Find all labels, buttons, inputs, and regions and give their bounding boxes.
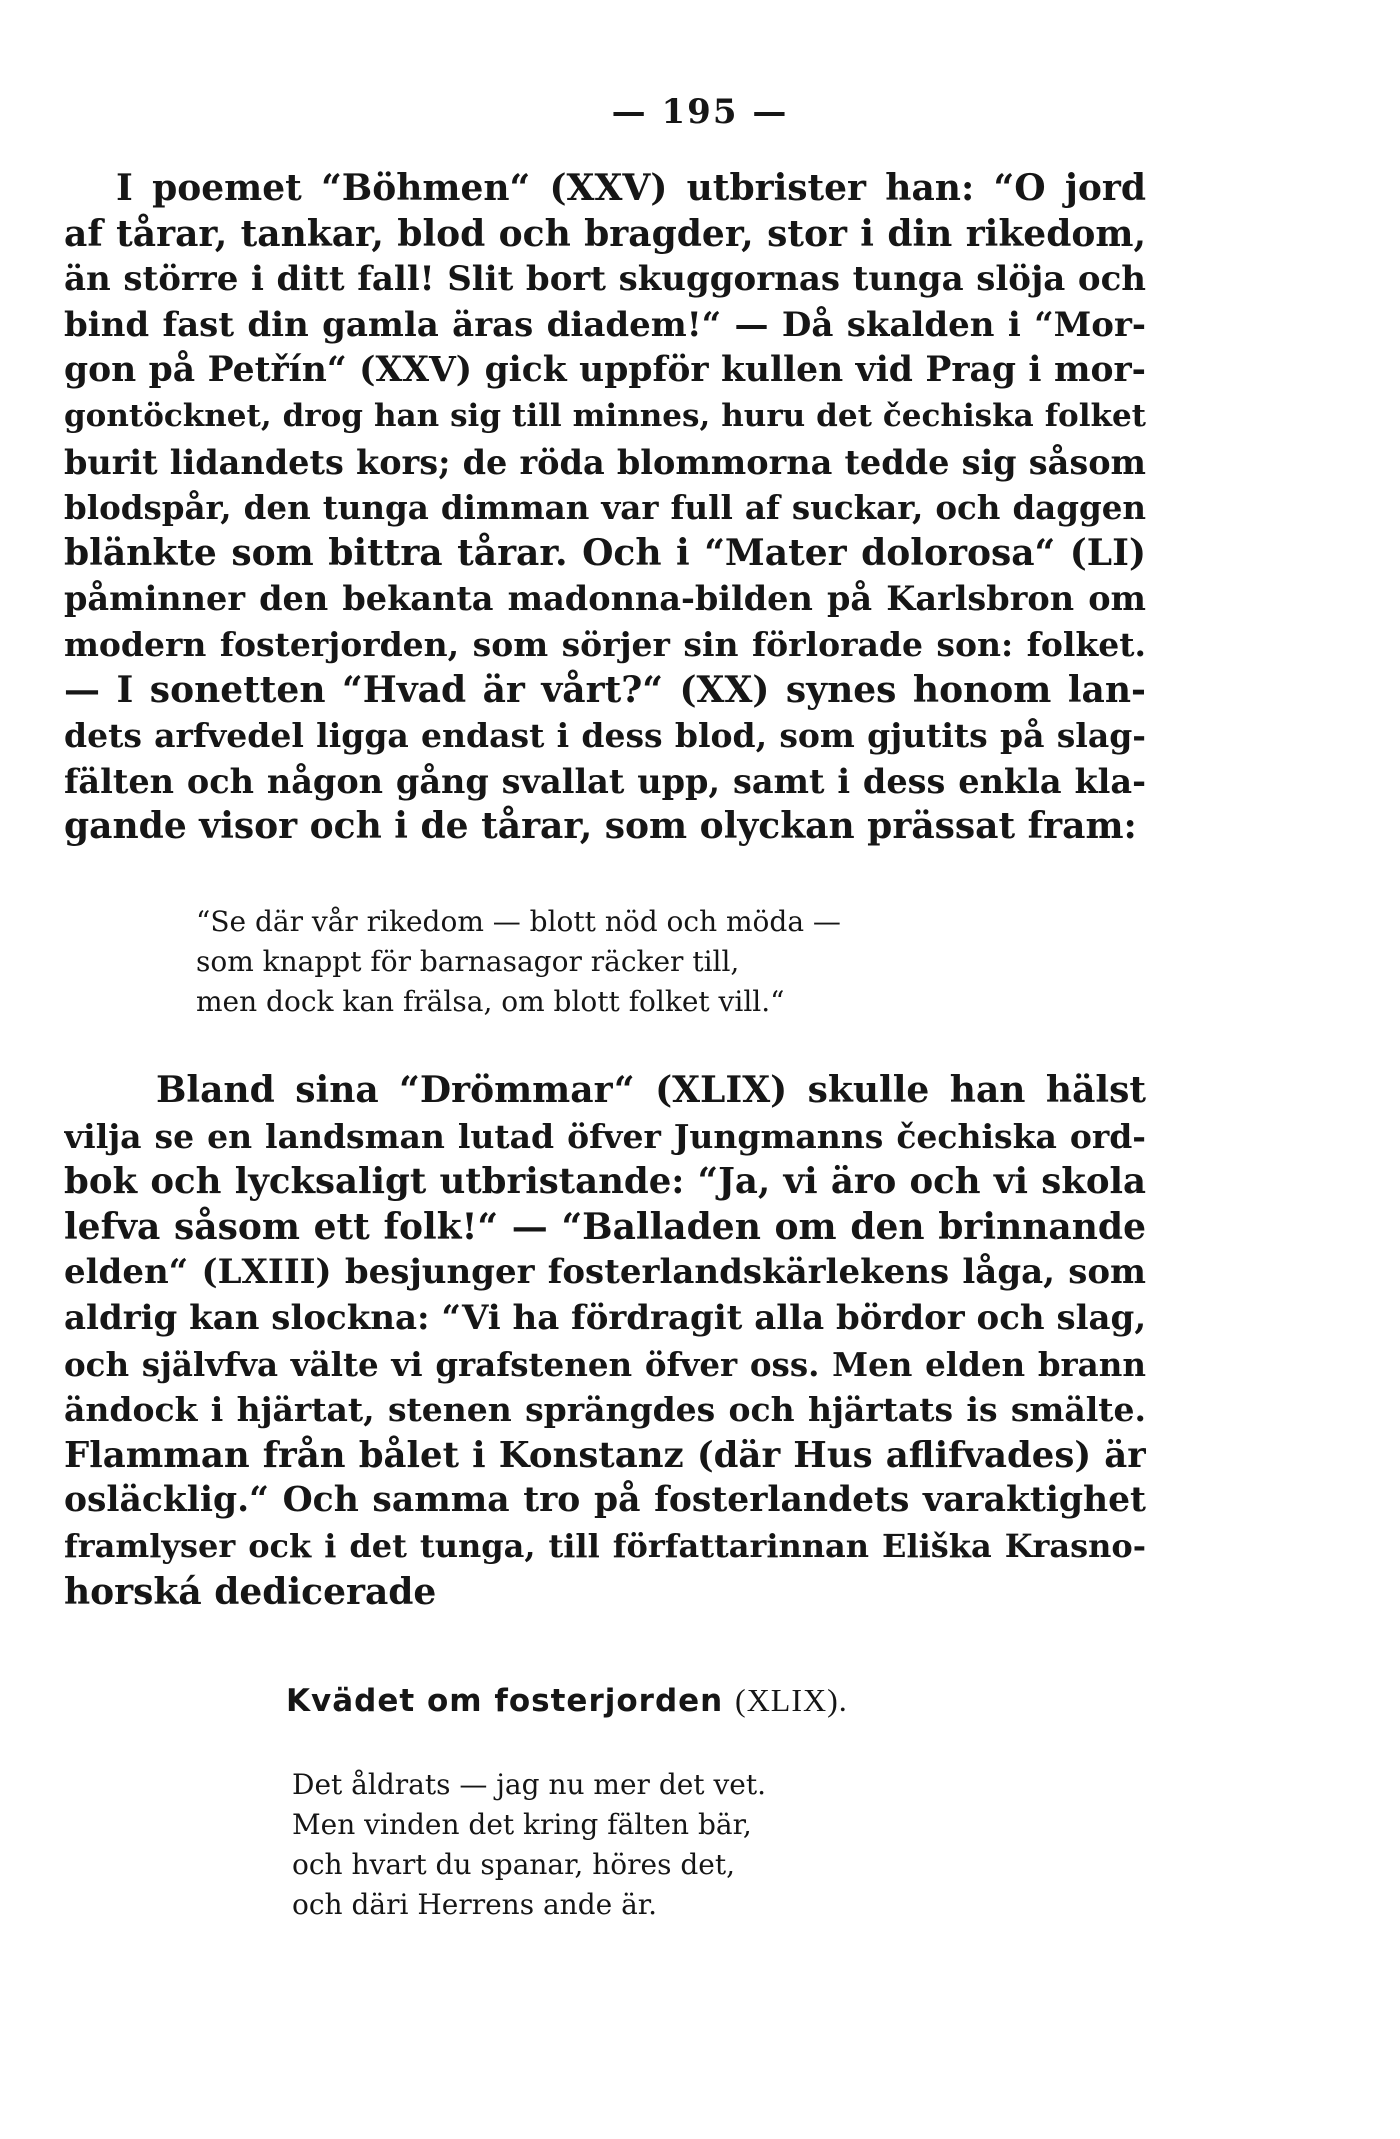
paragraph-line: och självfva välte vi grafstenen öfver oss. Men elden brann xyxy=(64,1344,1146,1384)
paragraph-line: osläcklig.“ Och samma tro på fosterlandets varaktighet xyxy=(64,1480,1146,1521)
paragraph-line: än större i ditt fall! Slit bort skuggornas tunga slöja och xyxy=(64,259,1146,300)
verse-line: som knappt för barnasagor räcker till, xyxy=(196,945,740,978)
paragraph-line: aldrig kan slockna: “Vi ha fördragit alla bördor och slag, xyxy=(64,1297,1146,1338)
paragraph-line: blodspår, den tunga dimman var full af suckar, och daggen xyxy=(64,488,1146,528)
paragraph-line: I poemet “Böhmen“ (XXV) utbrister han: “O jord xyxy=(116,167,1146,209)
paragraph-1 xyxy=(64,166,1146,850)
paragraph-line: Bland sina “Drömmar“ (XLIX) skulle han hälst xyxy=(156,1069,1146,1111)
verse-line: Det åldrats — jag nu mer det vet. xyxy=(292,1768,767,1801)
quoted-verse xyxy=(196,902,841,1022)
paragraph-line: framlyser ock i det tunga, till författarinnan Eliška Krasno- xyxy=(64,1526,1146,1565)
paragraph-line: af tårar, tankar, blod och bragder, stor i din rikedom, xyxy=(64,212,1146,255)
paragraph-line: blänkte som bittra tårar. Och i “Mater dolorosa“ (LI) xyxy=(64,531,1146,574)
paragraph-line: dets arfvedel ligga endast i dess blod, som gjutits på slag- xyxy=(64,716,1146,756)
verse-line: och hvart du spanar, höres det, xyxy=(292,1848,735,1881)
poem-title xyxy=(286,1682,848,1719)
verse-line: Men vinden det kring fälten bär, xyxy=(292,1808,752,1841)
paragraph-line: modern fosterjorden, som sörjer sin förlorade son: folket. xyxy=(64,624,1146,664)
page-number: — 195 — xyxy=(611,92,789,132)
paragraph-line: vilja se en landsman lutad öfver Jungmanns čechiska ord- xyxy=(64,1116,1146,1156)
paragraph-line: Flamman från bålet i Konstanz (där Hus aflifvades) är xyxy=(64,1434,1146,1476)
verse-line: “Se där vår rikedom — blott nöd och möda — xyxy=(196,905,841,938)
verse-line: och däri Herrens ande är. xyxy=(292,1888,657,1921)
paragraph-line: bind fast din gamla äras diadem!“ — Då skalden i “Mor- xyxy=(64,304,1146,345)
paragraph-line: fälten och någon gång svallat upp, samt i dess enkla kla- xyxy=(64,761,1146,801)
paragraph-line: gon på Petřín“ (XXV) gick uppför kullen vid Prag i mor- xyxy=(64,350,1146,391)
poem-title-reference: (XLIX). xyxy=(735,1682,848,1718)
paragraph-2 xyxy=(64,1068,1146,1615)
paragraph-line: burit lidandets kors; de röda blommorna tedde sig såsom xyxy=(64,442,1146,482)
paragraph-line: horská dedicerade xyxy=(64,1570,437,1613)
paragraph-line: gontöcknet, drog han sig till minnes, huru det čechiska folket xyxy=(64,397,1146,434)
verse-line: men dock kan frälsa, om blott folket vill.“ xyxy=(196,985,785,1018)
paragraph-line: elden“ (LXIII) besjunger fosterlandskärlekens låga, som xyxy=(64,1252,1146,1293)
paragraph-line: ändock i hjärtat, stenen sprängdes och hjärtats is smälte. xyxy=(64,1390,1146,1430)
poem-title-text: Kvädet om fosterjorden xyxy=(286,1683,724,1719)
paragraph-line: lefva såsom ett folk!“ — “Balladen om den brinnande xyxy=(64,1205,1146,1248)
paragraph-line: — I sonetten “Hvad är vårt?“ (XX) synes honom lan- xyxy=(64,668,1146,711)
paragraph-line: gande visor och i de tårar, som olyckan prässat fram: xyxy=(64,805,1137,848)
paragraph-line: bok och lycksaligt utbristande: “Ja, vi äro och vi skola xyxy=(64,1161,1146,1203)
poem-stanza xyxy=(292,1765,766,1925)
paragraph-line: påminner den bekanta madonna-bilden på Karlsbron om xyxy=(64,579,1146,619)
